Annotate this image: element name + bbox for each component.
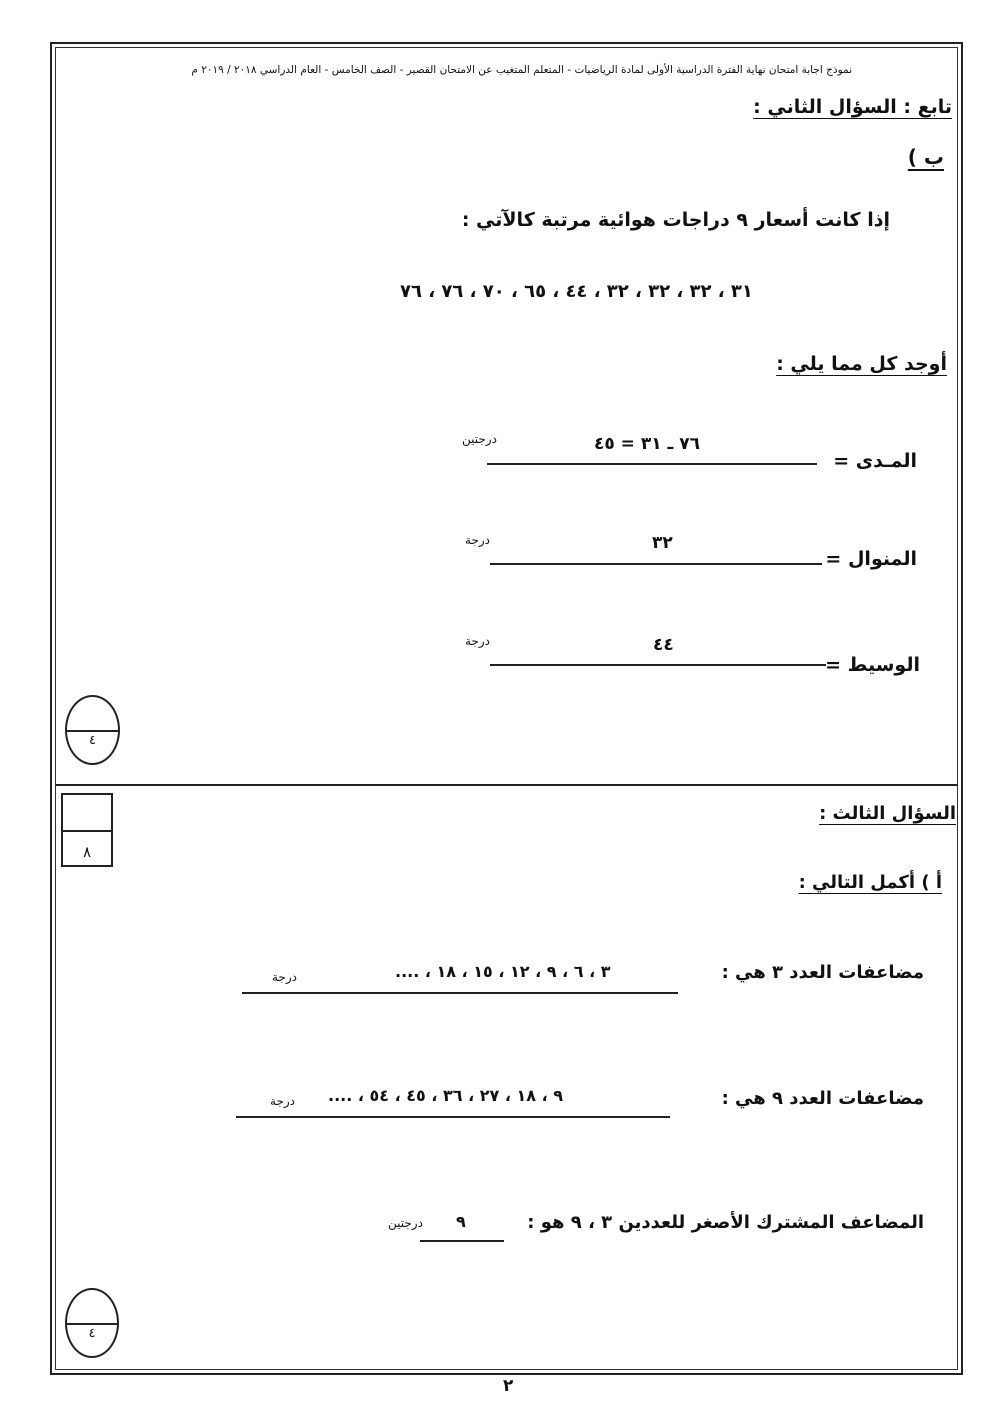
q2-score: ٤ [89, 733, 96, 749]
q3-score-circle [65, 1288, 119, 1358]
multiples3-line [242, 992, 678, 994]
q2-score-circle [65, 695, 120, 765]
range-answer: ٧٦ ـ ٣١ = ٤٥ [594, 434, 701, 454]
multiples9-line [236, 1116, 670, 1118]
lcm-marks: درجتين [388, 1216, 423, 1230]
q3-total-box [61, 793, 113, 867]
q2-data-list: ٣١ ، ٣٢ ، ٣٢ ، ٣٢ ، ٤٤ ، ٦٥ ، ٧٠ ، ٧٦ ، ٧٦ [400, 281, 753, 302]
mode-answer-line [490, 563, 822, 565]
q2-find-title: أوجد كل مما يلي : [776, 353, 947, 375]
q2-part-label: ب ) [907, 145, 944, 169]
section-divider [55, 784, 958, 786]
median-label: الوسيط = [825, 654, 920, 676]
exam-header: نموذج اجابة امتحان نهاية الفترة الدراسية الأولى لمادة الرياضيات - المتعلم المتغيب عن الامتحان القصير - الصف الخامس - العام الدراسي ٢٠١٨ / ٢٠١٩ م [191, 64, 852, 76]
q2-continued-title: تابع : السؤال الثاني : [753, 96, 952, 118]
multiples3-marks: درجة [272, 970, 297, 984]
q3-score: ٤ [88, 1326, 96, 1342]
lcm-line [420, 1240, 504, 1242]
mode-label: المنوال = [825, 548, 917, 570]
median-answer: ٤٤ [653, 635, 674, 655]
q3-part-a-title: أ ) أكمل التالي : [798, 872, 942, 893]
lcm-answer: ٩ [456, 1212, 466, 1231]
range-marks: درجتين [462, 432, 497, 446]
q2-statement: إذا كانت أسعار ٩ دراجات هوائية مرتبة كالآتي : [461, 209, 890, 231]
multiples3-label: مضاعفات العدد ٣ هي : [721, 962, 924, 983]
median-answer-line [490, 664, 826, 666]
q3-title: السؤال الثالث : [819, 803, 956, 824]
inner-frame [55, 47, 958, 1370]
lcm-label: المضاعف المشترك الأصغر للعددين ٣ ، ٩ هو : [527, 1212, 924, 1233]
mode-marks: درجة [465, 533, 490, 547]
page-number: ٢ [503, 1376, 514, 1396]
multiples9-answer: ٩ ، ١٨ ، ٢٧ ، ٣٦ ، ٤٥ ، ٥٤ ، .... [328, 1086, 564, 1105]
range-label: المـدى = [833, 450, 917, 472]
multiples9-label: مضاعفات العدد ٩ هي : [721, 1088, 924, 1109]
range-answer-line [487, 463, 817, 465]
multiples9-marks: درجة [270, 1094, 295, 1108]
median-marks: درجة [465, 634, 490, 648]
q3-total: ٨ [82, 843, 92, 861]
mode-answer: ٣٢ [652, 533, 673, 553]
multiples3-answer: ٣ ، ٦ ، ٩ ، ١٢ ، ١٥ ، ١٨ ، .... [395, 962, 611, 981]
